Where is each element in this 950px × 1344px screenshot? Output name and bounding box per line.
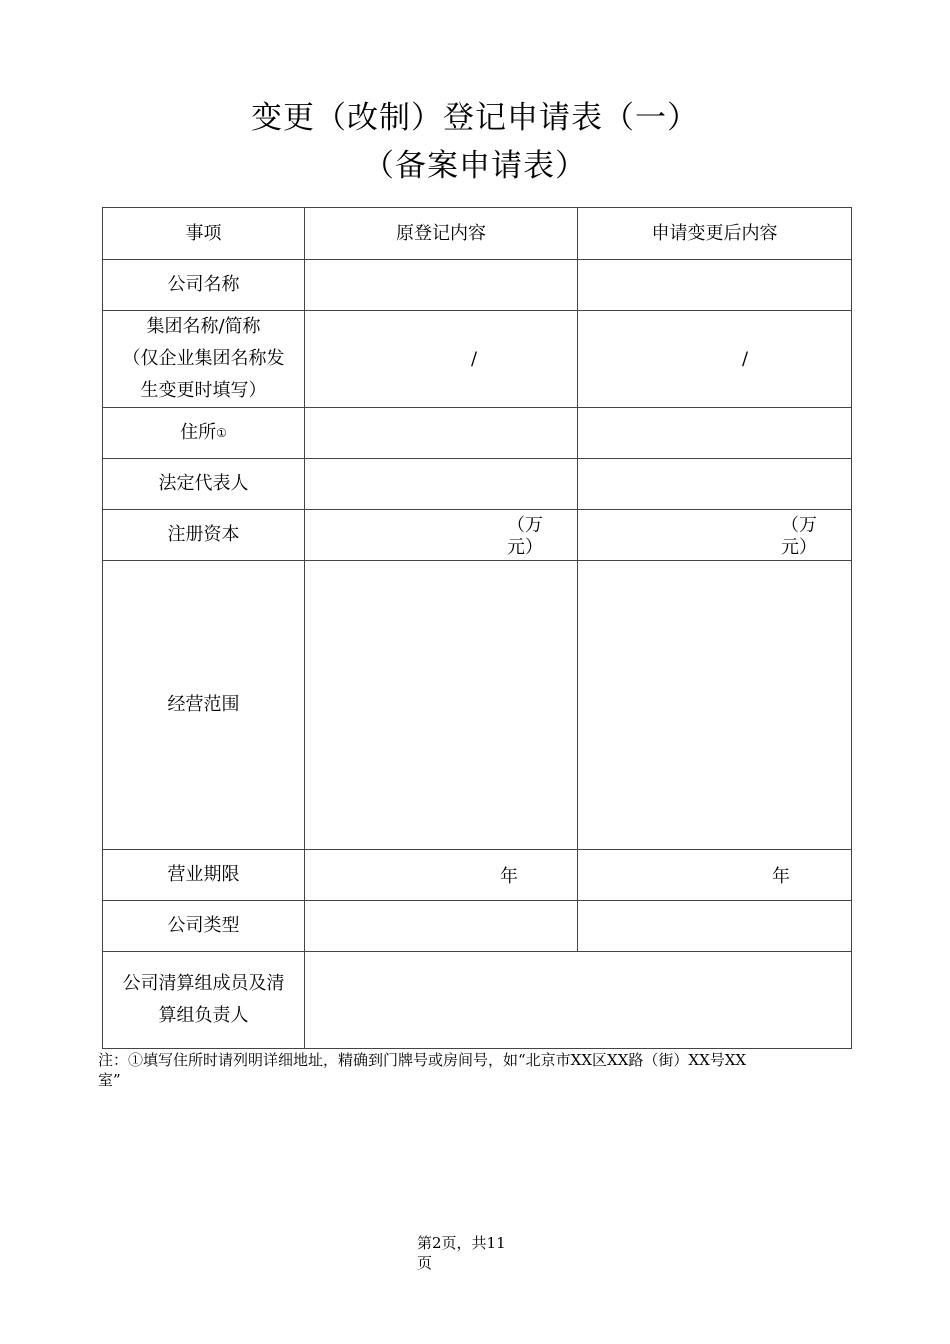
row-group-name — [103, 311, 852, 408]
row-capital — [103, 510, 852, 561]
company-name-original-field[interactable] — [305, 260, 578, 311]
row-company-name — [103, 260, 852, 311]
form-title: 变更（改制）登记申请表（一） — [251, 100, 699, 136]
scope-original-field[interactable] — [305, 561, 578, 850]
capital-original-unit — [507, 515, 543, 559]
group-name-original-slash: / — [471, 348, 478, 370]
page-number-line1: 第2页，共11 — [417, 1234, 506, 1252]
capital-original-unit-line1: （万 — [507, 515, 543, 536]
header-item: 事项 — [103, 208, 305, 260]
capital-changed-unit-line2: 元） — [781, 537, 817, 558]
row-liquidation — [103, 952, 852, 1049]
label-legal-rep: 法定代表人 — [103, 459, 305, 510]
row-scope — [103, 561, 852, 850]
label-company-name: 公司名称 — [103, 260, 305, 311]
header-original: 原登记内容 — [305, 208, 578, 260]
label-group-name-line3: 生变更时填写） — [140, 380, 267, 401]
footnote-mark: ① — [216, 426, 227, 440]
row-company-type — [103, 901, 852, 952]
scope-changed-field[interactable] — [578, 561, 852, 850]
label-term: 营业期限 — [103, 850, 305, 901]
label-liquidation — [103, 952, 305, 1049]
term-original-unit: 年 — [500, 866, 518, 887]
row-legal-rep — [103, 459, 852, 510]
company-name-changed-field[interactable] — [578, 260, 852, 311]
address-changed-field[interactable] — [578, 408, 852, 459]
company-type-changed-field[interactable] — [578, 901, 852, 952]
capital-changed-unit — [781, 515, 817, 559]
label-address — [103, 408, 305, 459]
label-liquidation-line1: 公司清算组成员及清 — [122, 973, 285, 994]
capital-original-unit-line2: 元） — [507, 537, 543, 558]
liquidation-field[interactable] — [305, 952, 852, 1049]
group-name-original-field[interactable] — [305, 311, 578, 408]
header-changed: 申请变更后内容 — [578, 208, 852, 260]
label-address-text: 住所 — [180, 422, 217, 443]
legal-rep-original-field[interactable] — [305, 459, 578, 510]
label-capital: 注册资本 — [103, 510, 305, 561]
address-original-field[interactable] — [305, 408, 578, 459]
label-company-type: 公司类型 — [103, 901, 305, 952]
label-group-name — [103, 311, 305, 408]
footnote-line2: 室” — [98, 1071, 121, 1089]
label-liquidation-line2: 算组负责人 — [158, 1005, 249, 1026]
group-name-changed-slash: / — [742, 348, 749, 370]
footnote-line1: 注：①填写住所时请列明详细地址，精确到门牌号或房间号，如“北京市XX区XX路（街）XX号XX — [98, 1051, 747, 1069]
form-subtitle: （备案申请表） — [363, 148, 587, 184]
label-scope: 经营范围 — [103, 561, 305, 850]
footnote — [98, 1050, 848, 1090]
legal-rep-changed-field[interactable] — [578, 459, 852, 510]
capital-changed-unit-line1: （万 — [781, 515, 817, 536]
row-term — [103, 850, 852, 901]
company-type-original-field[interactable] — [305, 901, 578, 952]
row-address — [103, 408, 852, 459]
label-group-name-line2: （仅企业集团名称发 — [122, 348, 285, 369]
capital-changed-field[interactable] — [578, 510, 852, 561]
page-number-line2: 页 — [417, 1254, 433, 1272]
term-changed-unit: 年 — [772, 866, 790, 887]
group-name-changed-field[interactable] — [578, 311, 852, 408]
header-row — [103, 208, 852, 260]
page-number — [417, 1233, 537, 1273]
capital-original-field[interactable] — [305, 510, 578, 561]
term-original-field[interactable] — [305, 850, 578, 901]
term-changed-field[interactable] — [578, 850, 852, 901]
registration-table — [102, 207, 852, 1049]
label-group-name-line1: 集团名称/简称 — [146, 316, 261, 337]
